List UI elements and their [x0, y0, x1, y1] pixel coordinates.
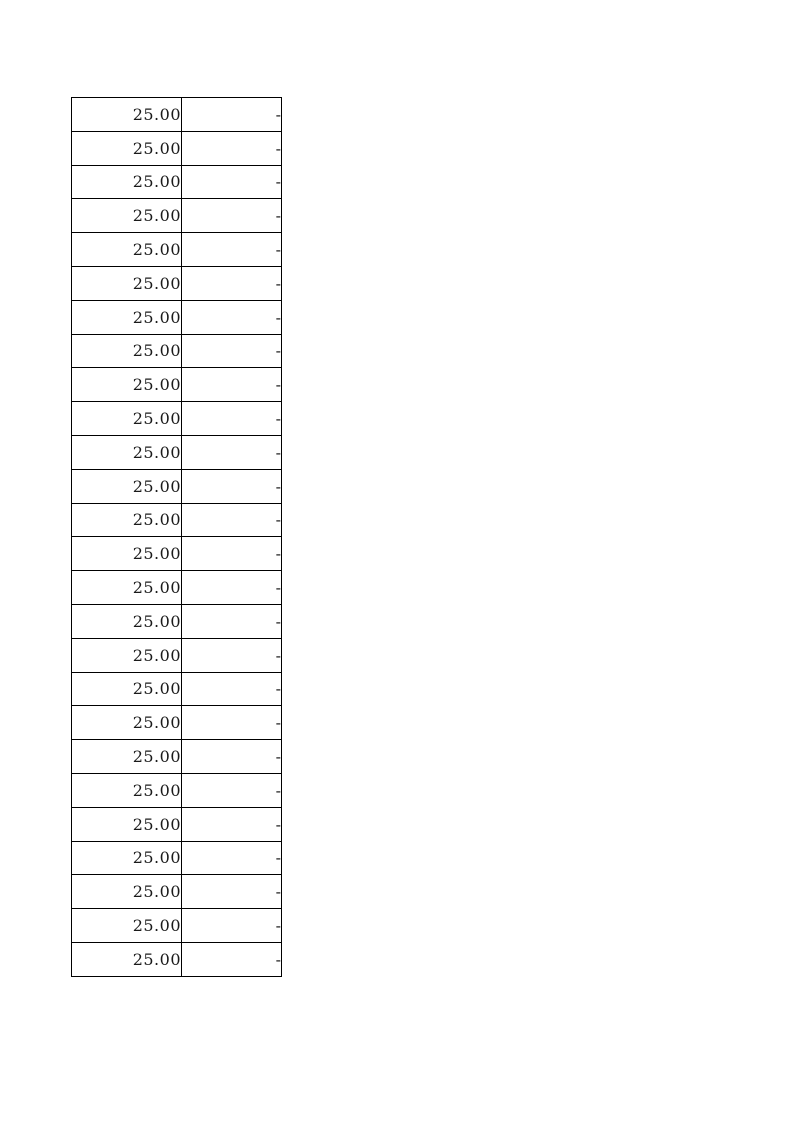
dash-cell: -	[182, 638, 282, 672]
table-row	[72, 706, 282, 740]
amount-cell: 25.00	[72, 98, 182, 132]
table-row	[72, 334, 282, 368]
amount-cell: 25.00	[72, 942, 182, 976]
amount-cell: 25.00	[72, 672, 182, 706]
table-row	[72, 503, 282, 537]
table-row	[72, 537, 282, 571]
table-row	[72, 368, 282, 402]
table-row	[72, 571, 282, 605]
dash-cell: -	[182, 773, 282, 807]
amount-cell: 25.00	[72, 300, 182, 334]
dash-cell: -	[182, 672, 282, 706]
amount-cell: 25.00	[72, 233, 182, 267]
dash-cell: -	[182, 165, 282, 199]
dash-cell: -	[182, 233, 282, 267]
dash-cell: -	[182, 841, 282, 875]
table-row	[72, 233, 282, 267]
table-row	[72, 98, 282, 132]
values-table	[71, 97, 282, 977]
table-row	[72, 740, 282, 774]
amount-cell: 25.00	[72, 131, 182, 165]
dash-cell: -	[182, 942, 282, 976]
dash-cell: -	[182, 571, 282, 605]
dash-cell: -	[182, 875, 282, 909]
dash-cell: -	[182, 604, 282, 638]
table-row	[72, 604, 282, 638]
table-row	[72, 469, 282, 503]
table-row	[72, 266, 282, 300]
amount-cell: 25.00	[72, 638, 182, 672]
dash-cell: -	[182, 98, 282, 132]
table-row	[72, 199, 282, 233]
amount-cell: 25.00	[72, 909, 182, 943]
dash-cell: -	[182, 334, 282, 368]
dash-cell: -	[182, 435, 282, 469]
amount-cell: 25.00	[72, 740, 182, 774]
table-row	[72, 638, 282, 672]
amount-cell: 25.00	[72, 435, 182, 469]
table-row	[72, 131, 282, 165]
table-row	[72, 672, 282, 706]
dash-cell: -	[182, 266, 282, 300]
table-row	[72, 165, 282, 199]
table-row	[72, 300, 282, 334]
amount-cell: 25.00	[72, 807, 182, 841]
amount-cell: 25.00	[72, 402, 182, 436]
dash-cell: -	[182, 300, 282, 334]
amount-cell: 25.00	[72, 537, 182, 571]
table-row	[72, 909, 282, 943]
amount-cell: 25.00	[72, 841, 182, 875]
amount-cell: 25.00	[72, 266, 182, 300]
dash-cell: -	[182, 706, 282, 740]
dash-cell: -	[182, 199, 282, 233]
amount-cell: 25.00	[72, 165, 182, 199]
amount-cell: 25.00	[72, 604, 182, 638]
table-row	[72, 841, 282, 875]
amount-cell: 25.00	[72, 571, 182, 605]
dash-cell: -	[182, 131, 282, 165]
amount-cell: 25.00	[72, 875, 182, 909]
dash-cell: -	[182, 368, 282, 402]
amount-cell: 25.00	[72, 469, 182, 503]
table-row	[72, 875, 282, 909]
table-row	[72, 402, 282, 436]
dash-cell: -	[182, 740, 282, 774]
dash-cell: -	[182, 909, 282, 943]
dash-cell: -	[182, 469, 282, 503]
amount-cell: 25.00	[72, 773, 182, 807]
table-row	[72, 807, 282, 841]
table-row	[72, 435, 282, 469]
amount-cell: 25.00	[72, 368, 182, 402]
dash-cell: -	[182, 402, 282, 436]
dash-cell: -	[182, 537, 282, 571]
dash-cell: -	[182, 807, 282, 841]
amount-cell: 25.00	[72, 334, 182, 368]
table-row	[72, 942, 282, 976]
table-row	[72, 773, 282, 807]
dash-cell: -	[182, 503, 282, 537]
amount-cell: 25.00	[72, 199, 182, 233]
values-table-body	[72, 98, 282, 977]
amount-cell: 25.00	[72, 706, 182, 740]
amount-cell: 25.00	[72, 503, 182, 537]
